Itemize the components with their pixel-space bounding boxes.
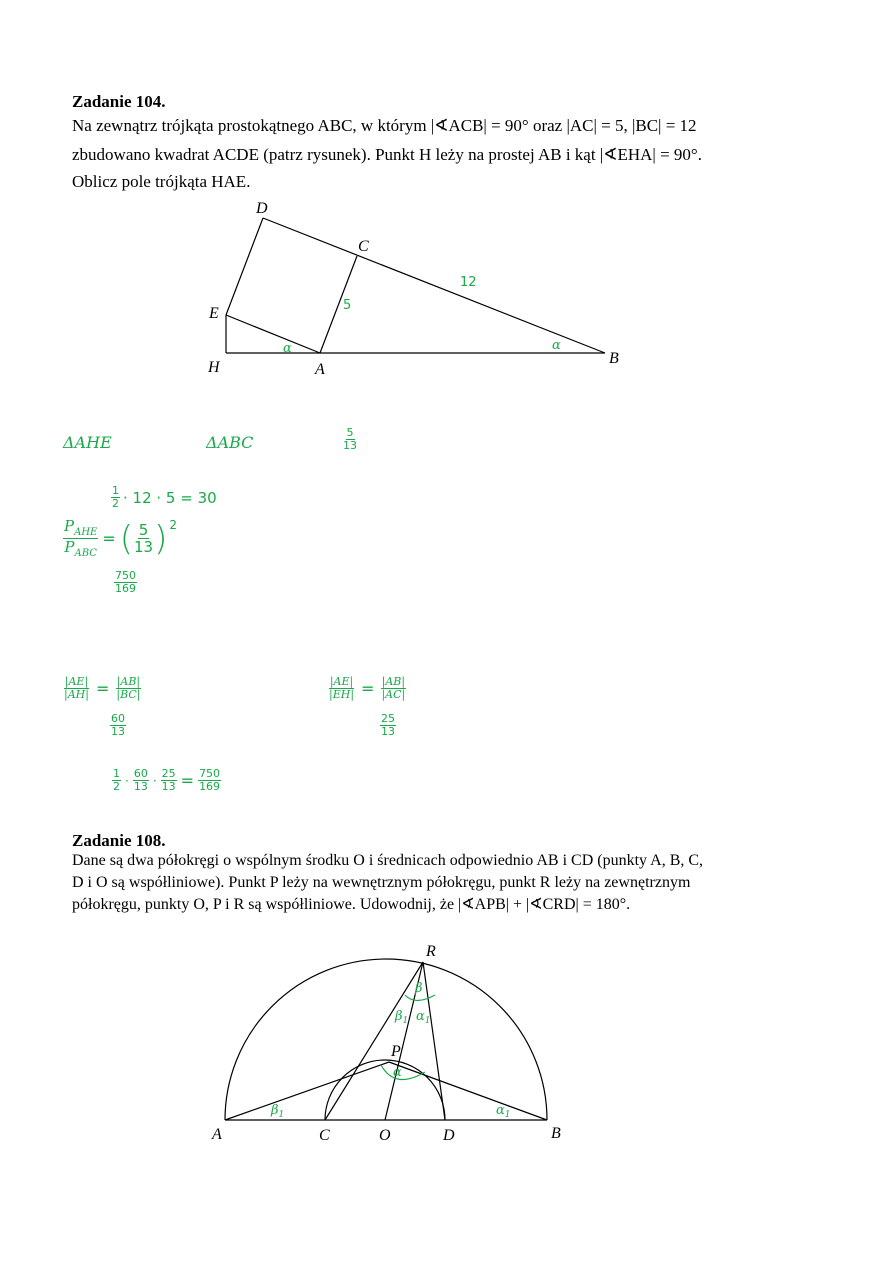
line-ea — [226, 315, 320, 353]
line-de — [226, 218, 263, 315]
angle-b-label: α — [552, 338, 561, 353]
point-r-label: R — [426, 943, 436, 960]
outer-semicircle — [225, 959, 547, 1120]
equation-ae-eh: $\frac{|AE|}{|EH|}$ = $\frac{|AB|}{|AC|}$ — [329, 675, 406, 702]
area-ratio-equation: $\frac{P_{AHE}}{P_{ABC}}$ = ( $\frac{5}{13}$ ) 2 — [64, 517, 178, 559]
line-dr — [423, 962, 445, 1120]
task108-line-3: półokręgu, punkty O, P i R są współliniowe. Udowodnij, że |∢APB| + |∢CRD| = 180°. — [72, 896, 631, 913]
point-a-label: A — [315, 361, 325, 378]
equation-ae-ah: $\frac{|AE|}{|AH|}$ = $\frac{|AB|}{|BC|}$ — [64, 675, 141, 702]
area-ahe-result: $\frac{750}{169}$ — [115, 569, 136, 596]
task104-text — [72, 111, 702, 195]
point-c-label: C — [319, 1127, 330, 1144]
task104-line-2: zbudowano kwadrat ACDE (patrz rysunek). Punkt H leży na prostej AB i kąt |∢EHA| = 90°. — [72, 145, 702, 164]
angle-alpha1-label: $\alpha_1$ — [416, 1009, 431, 1026]
figure-square-triangle — [200, 195, 640, 380]
task108-line-2: D i O są współliniowe). Punkt P leży na wewnętrznym półokręgu, punkt R leży na zewnętrznym — [72, 874, 691, 891]
final-area-equation: $\frac{1}{2}$ · $\frac{60}{13}$ · $\frac{25}{13}$ = $\frac{750}{169}$ — [113, 767, 221, 794]
task108-line-1: Dane są dwa półokręgi o wspólnym środku O i średnicach odpowiednio AB i CD (punkty A, B, C, — [72, 852, 704, 869]
point-d-label: D — [443, 1127, 455, 1144]
point-b-label: B — [609, 350, 619, 367]
eh-value: $\frac{25}{13}$ — [381, 712, 395, 739]
point-o-label: O — [379, 1127, 391, 1144]
angle-a-label: α — [283, 341, 292, 356]
ratio-den: 13 — [343, 439, 357, 453]
task108-text — [72, 850, 703, 916]
ratio-num: 5 — [346, 426, 354, 439]
angle-beta-label: β — [415, 981, 423, 996]
triangle-abc: ΔABC — [206, 433, 254, 452]
line-ca — [320, 256, 357, 353]
point-b-label: B — [551, 1125, 561, 1142]
point-d-label: D — [256, 200, 268, 217]
angle-beta1-label: $\beta_1$ — [395, 1009, 409, 1026]
task108-heading: Zadanie 108. — [72, 831, 166, 850]
figure-semicircles — [200, 935, 580, 1150]
line-cr — [325, 962, 423, 1120]
side-bc-label: 12 — [460, 275, 477, 290]
angle-alpha-label: α — [393, 1065, 402, 1080]
line-ap — [225, 1062, 389, 1120]
ah-value: $\frac{60}{13}$ — [111, 712, 125, 739]
point-e-label: E — [209, 305, 219, 322]
task104-line-1: Na zewnątrz trójkąta prostokątnego ABC, w którym |∢ACB| = 90° oraz |AC| = 5, |BC| = 12 — [72, 116, 697, 135]
line-pb — [389, 1062, 547, 1120]
area-abc-rest: · 12 · 5 = 30 — [123, 488, 217, 507]
similarity-ratio — [342, 427, 358, 452]
point-a-label: A — [212, 1126, 222, 1143]
point-h-label: H — [208, 359, 220, 376]
angle-beta1-base-label: $\beta_1$ — [271, 1103, 285, 1120]
point-c-label: C — [358, 238, 369, 255]
task104-heading: Zadanie 104. — [72, 92, 166, 111]
task104-line-3: Oblicz pole trójkąta HAE. — [72, 172, 251, 191]
area-abc: $\frac{1}{2}$ · 12 · 5 = 30 — [112, 484, 217, 511]
line-db — [263, 218, 605, 353]
point-p-label: P — [391, 1043, 401, 1060]
angle-alpha1-base-label: $\alpha_1$ — [496, 1103, 511, 1120]
side-ac-label: 5 — [343, 298, 352, 313]
triangle-ahe: ΔAHE — [63, 433, 112, 452]
